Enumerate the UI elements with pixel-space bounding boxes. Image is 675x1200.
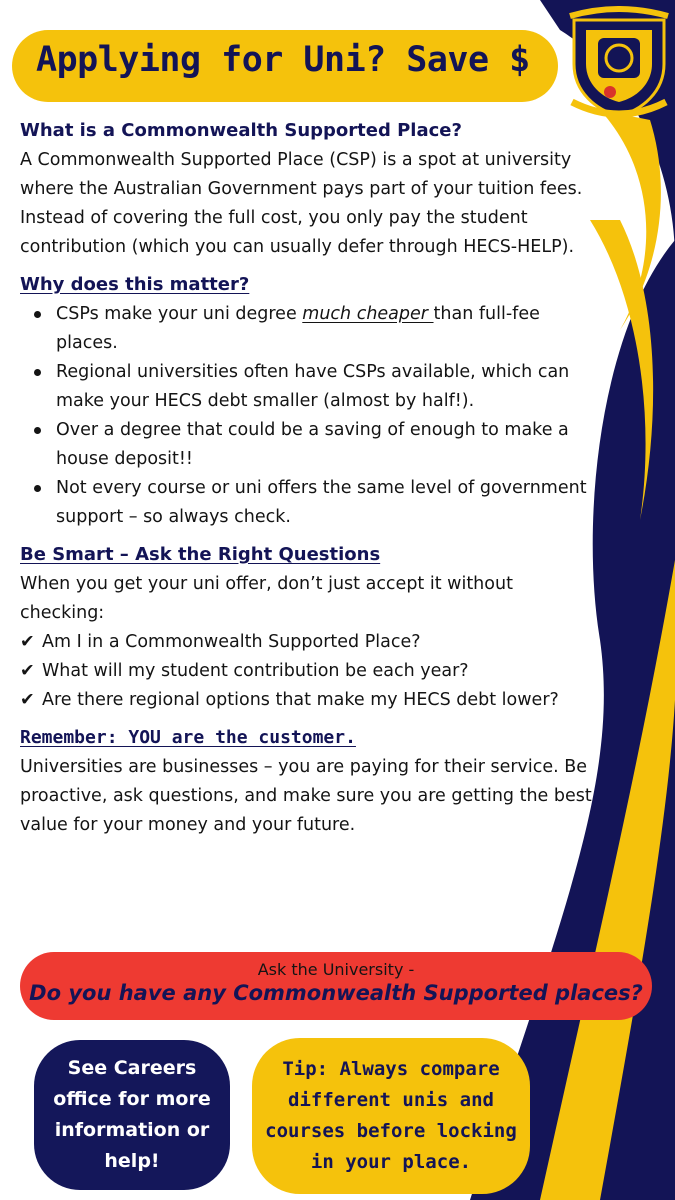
why-bullet-3: Over a degree that could be a saving of enough to make a house deposit!! (56, 416, 595, 474)
why-bullet-list (20, 300, 595, 532)
main-content (20, 116, 595, 848)
section-why (20, 270, 595, 532)
why-heading: Why does this matter? (20, 274, 250, 295)
smart-question-3 (20, 686, 595, 715)
title-banner (12, 30, 558, 102)
why-bullet-2: Regional universities often have CSPs available, which can make your HECS debt smaller (almost by half!). (56, 358, 595, 416)
why-bullet-4: Not every course or uni offers the same level of government support – so always check. (56, 474, 595, 532)
smart-question-3-text: Are there regional options that make my HECS debt lower? (42, 690, 559, 710)
smart-question-2-text: What will my student contribution be each year? (42, 661, 469, 681)
remember-heading: Remember: YOU are the customer. (20, 727, 356, 748)
section-remember (20, 723, 595, 840)
csp-line2: where the Australian Government pays part of your tuition fees. Instead of covering the full cost, you only pay the student contribution (which you can usually defer through HECS-HELP). (20, 179, 583, 257)
section-smart (20, 540, 595, 715)
smart-question-2 (20, 657, 595, 686)
remember-body: Universities are businesses – you are paying for their service. Be proactive, ask questions, and make sure you are getting the best value for your money and your future. (20, 757, 592, 835)
careers-text: See Careers office for more information or help! (53, 1057, 211, 1172)
csp-heading: What is a Commonwealth Supported Place? (20, 120, 462, 141)
csp-line1: A Commonwealth Supported Place (CSP) is a spot at university (20, 150, 572, 170)
why-bullet-1-pre: CSPs make your uni degree (56, 304, 303, 324)
check-icon: ✔ (20, 690, 35, 710)
check-icon: ✔ (20, 661, 35, 681)
smart-question-1 (20, 628, 595, 657)
ask-line-2: Do you have any Commonwealth Supported places? (29, 981, 643, 1005)
ask-line-1: Ask the University - (257, 960, 415, 979)
careers-office-box (34, 1040, 230, 1190)
section-csp (20, 116, 595, 262)
school-crest-logo (566, 6, 672, 118)
why-bullet-1-post: than full-fee places. (56, 304, 540, 353)
ask-university-banner (20, 952, 652, 1020)
tip-box (252, 1038, 530, 1194)
page-title: Applying for Uni? Save $ (36, 40, 530, 80)
tip-text: Tip: Always compare different unis and courses before locking in your place. (265, 1058, 517, 1173)
smart-question-1-text: Am I in a Commonwealth Supported Place? (42, 632, 421, 652)
check-icon: ✔ (20, 632, 35, 652)
why-bullet-1 (56, 300, 595, 358)
why-bullet-1-emphasis: much cheaper (302, 304, 434, 324)
smart-heading: Be Smart – Ask the Right Questions (20, 544, 381, 565)
smart-intro: When you get your uni offer, don’t just accept it without checking: (20, 574, 513, 623)
